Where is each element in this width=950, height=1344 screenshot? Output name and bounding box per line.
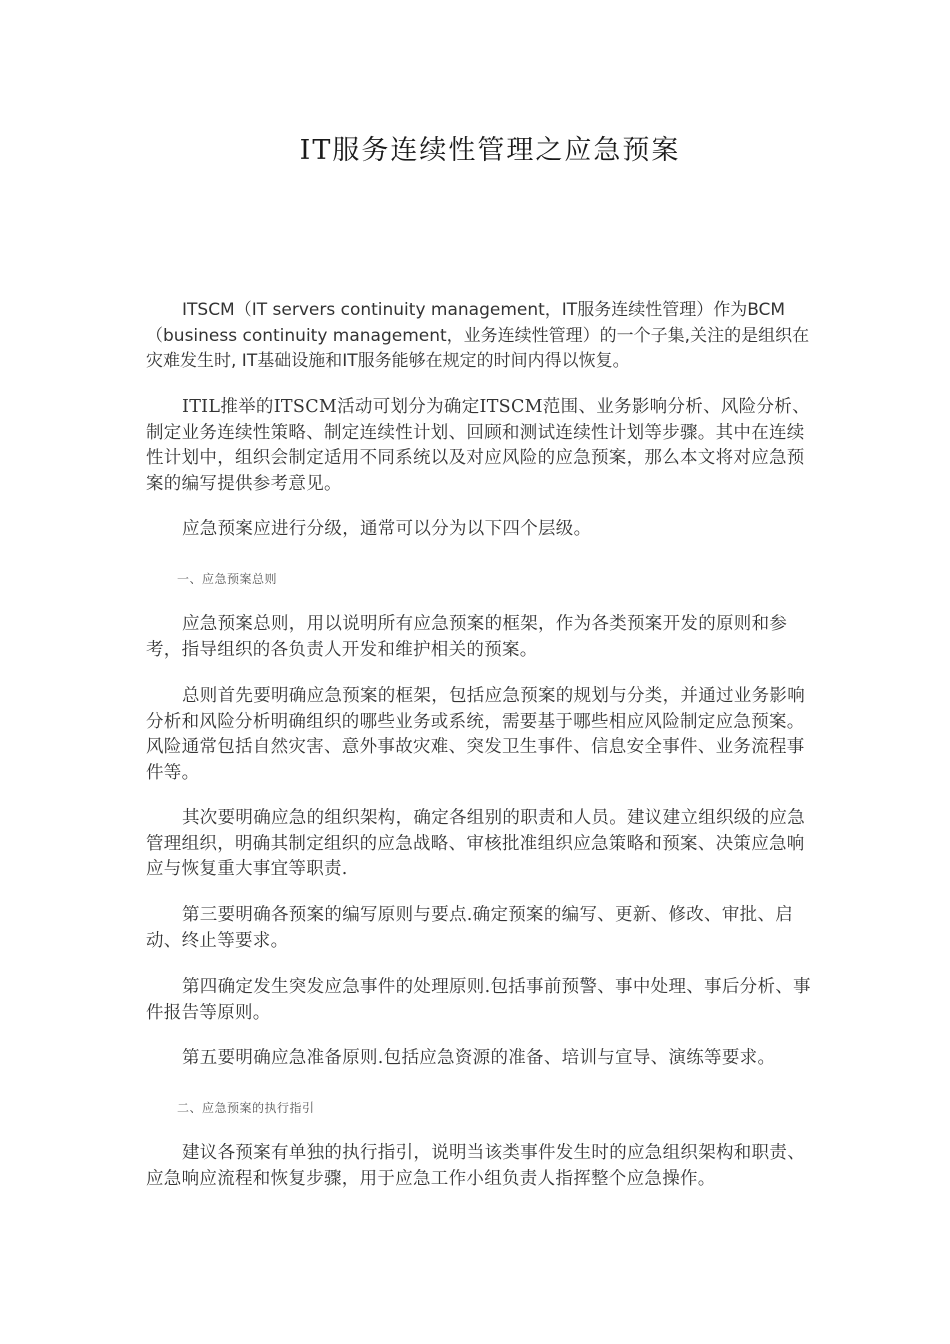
paragraph-general-rules: 应急预案总则，用以说明所有应急预案的框架，作为各类预案开发的原则和参考，指导组织的各负责人开发和维护相关的预案。 — [146, 614, 788, 660]
paragraph-plan-levels: 应急预案应进行分级，通常可以分为以下四个层级。 — [182, 519, 592, 539]
paragraph-preparation-principles: 第五要明确应急准备原则.包括应急资源的准备、培训与宣导、演练等要求。 — [182, 1048, 776, 1068]
section-heading-general-rules: 一、应急预案总则 — [177, 572, 278, 586]
paragraph-handling-principles: 第四确定发生突发应急事件的处理原则.包括事前预警、事中处理、事后分析、事件报告等原则。 — [146, 977, 811, 1023]
document-title: IT服务连续性管理之应急预案 — [299, 135, 681, 166]
paragraph-organization: 其次要明确应急的组织架构，确定各组别的职责和人员。建议建立组织级的应急管理组织，明确其制定组织的应急战略、审核批准组织应急策略和预案、决策应急响应与恢复重大事宜等职责. — [146, 808, 805, 879]
paragraph-itil-activities: ITIL推举的ITSCM活动可划分为确定ITSCM范围、业务影响分析、风险分析、制定业务连续性策略、制定连续性计划、回顾和测试连续性计划等步骤。其中在连续性计划中，组织会制定适用不同系统以及对应风险的应急预案，那么本文将对应急预案的编写提供参考意见。 — [146, 397, 810, 494]
paragraph-itscm-intro: ITSCM（IT servers continuity management，IT服务连续性管理）作为BCM（business continuity management，业务连续性管理）的一个子集,关注的是组织在灾难发生时, IT基础设施和IT服务能够在规定的时间内得以恢复。 — [146, 300, 810, 371]
section-heading-execution-guide: 二、应急预案的执行指引 — [177, 1101, 315, 1115]
paragraph-writing-principles: 第三要明确各预案的编写原则与要点.确定预案的编写、更新、修改、审批、启动、终止等要求。 — [146, 905, 794, 951]
paragraph-framework: 总则首先要明确应急预案的框架，包括应急预案的规划与分类，并通过业务影响分析和风险分析明确组织的哪些业务或系统，需要基于哪些相应风险制定应急预案。风险通常包括自然灾害、意外事故灾难、突发卫生事件、信息安全事件、业务流程事件等。 — [146, 686, 805, 783]
paragraph-execution-guide: 建议各预案有单独的执行指引，说明当该类事件发生时的应急组织架构和职责、应急响应流程和恢复步骤，用于应急工作小组负责人指挥整个应急操作。 — [146, 1143, 805, 1189]
